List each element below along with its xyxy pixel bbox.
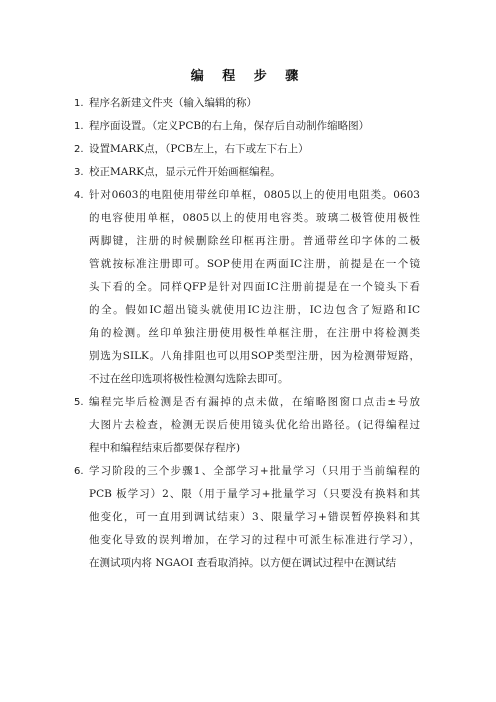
item-text-line: 管就按标准注册即可。SOP使用在两面IC注册，前提是在一个镜 <box>89 258 420 270</box>
item-text-line: 程中和编程结束后都要保存程序) <box>89 442 241 454</box>
item-number: 3. <box>74 167 84 178</box>
item-number: 5. <box>74 397 84 408</box>
item-text-line: PCB 板学习）2、限（用于量学习+批量学习（只要没有换料和其 <box>89 488 420 500</box>
list-item <box>74 184 420 391</box>
list-item <box>74 92 420 115</box>
item-text-line: 别选为SILK。八角排阻也可以用SOP类型注册，因为检测带短路， <box>89 350 420 362</box>
list-item <box>74 161 420 184</box>
steps-list <box>74 92 420 575</box>
item-text-line: 编程完毕后检测是否有漏掉的点未做，在缩略图窗口点击±号放 <box>89 396 420 408</box>
list-item <box>74 460 420 575</box>
item-text-line: 针对0603的电阻使用带丝印单框，0805以上的使用电阻类。0603 <box>89 189 420 201</box>
item-text-line: 的全。假如IC超出镜头就使用IC边注册，IC边包含了短路和IC <box>89 304 420 316</box>
item-number: 1. <box>74 98 84 109</box>
item-text-line: 校正MARK点，显示元件开始画框编程。 <box>89 166 281 178</box>
item-number: 2. <box>74 144 84 155</box>
item-text-line: 学习阶段的三个步骤1、全部学习+批量学习（只用于当前编程的 <box>89 465 420 477</box>
item-text-line: 在测试项内将 NGAOI 查看取消掉。以方便在调试过程中在测试结 <box>89 557 397 569</box>
item-text-line: 程序面设置。（定义PCB的右上角，保存后自动制作缩略图） <box>89 120 370 132</box>
item-number: 4. <box>74 190 84 201</box>
item-text-line: 他变化，可一直用到调试结束）3、限量学习+错误暂停换料和其 <box>89 511 420 523</box>
list-item <box>74 138 420 161</box>
list-item <box>74 115 420 138</box>
item-text-line: 的电容使用单框，0805以上的使用电容类。玻璃二极管使用极性 <box>89 212 420 224</box>
item-text-line: 设置MARK点，（PCB左上，右下或左下右上） <box>89 143 309 155</box>
item-number: 6. <box>74 466 84 477</box>
list-item <box>74 391 420 460</box>
item-text-line: 大图片去检查，检测无误后使用镜头优化给出路径。(记得编程过 <box>89 419 420 431</box>
item-text-line: 不过在丝印选项将极性检测勾选除去即可。 <box>89 373 289 385</box>
item-number: 1. <box>74 121 84 132</box>
item-text-line: 角的检测。丝印单独注册使用极性单框注册，在注册中将检测类 <box>89 327 420 339</box>
item-text-line: 两脚键，注册的时候删除丝印框再注册。普通带丝印字体的二极 <box>89 235 420 247</box>
document-title: 编 程 步 骤 <box>190 69 306 84</box>
item-text-line: 头下看的全。同样QFP是针对四面IC注册前提是在一个镜头下看 <box>89 281 420 293</box>
item-text-line: 他变化导致的误判增加，在学习的过程中可派生标准进行学习）， <box>89 534 420 546</box>
item-text-line: 程序名新建文件夹（输入编辑的称） <box>89 97 257 109</box>
